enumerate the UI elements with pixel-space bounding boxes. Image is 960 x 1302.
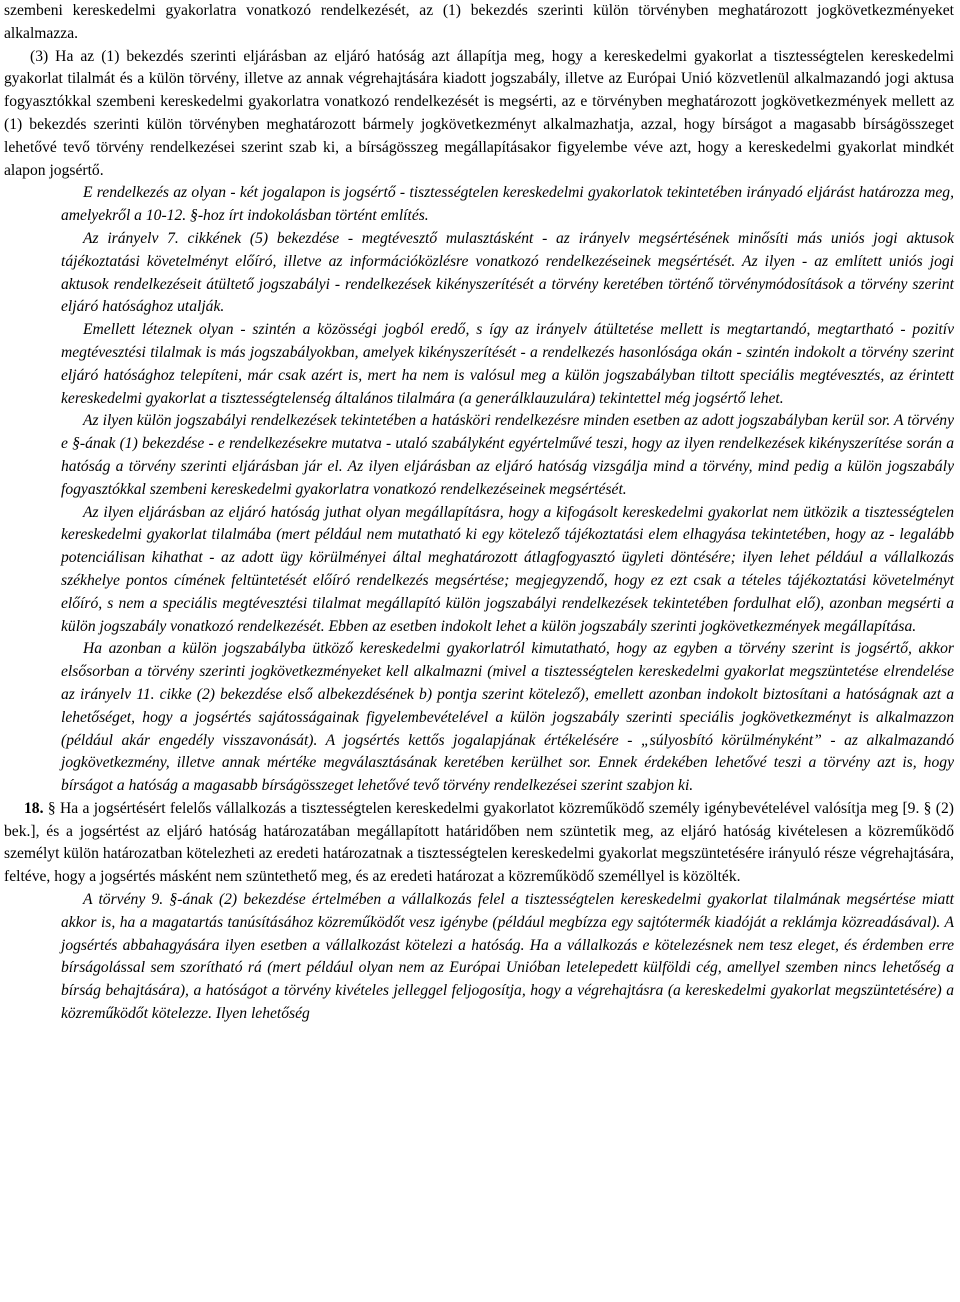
paragraph-continuation: szembeni kereskedelmi gyakorlatra vonatkozó rendelkezését, az (1) bekezdés szerinti külön törvényben meghatározott jogkövetkezményeket alkalmazza. <box>4 2 954 42</box>
commentary-paragraph-5: Az ilyen eljárásban az eljáró hatóság juthat olyan megállapításra, hogy a kifogásolt kereskedelmi gyakorlat nem ütközik a tisztességtelen kereskedelmi gyakorlat tilalmába (mert például nem mutatható ki egy kötelező tájékoztatási elem elhagyása tekintetében, hogy az - legalább potenciálisan kihathat - az adott ügy körülményei által meghatározott átlagfogyasztó ügyleti döntésére; ilyen lehet például a vállalkozás székhelye pontos címének feltüntetését előíró rendelkezés megsértése; megjegyzendő, hogy ez ezt csak a tételes tájékoztatási követelményt előíró, s nem a speciális megtévesztési tilalmat megállapító külön jogszabályi rendelkezések tekintetében fordulhat elő), azonban megsérti a külön jogszabály vonatkozó rendelkezését. Ebben az esetben indokolt lehet a külön jogszabály szerinti jogkövetkezmények megállapítása. <box>61 503 954 635</box>
commentary-paragraph-6: Ha azonban a külön jogszabályba ütköző kereskedelmi gyakorlatról kimutatható, hogy az egyben a törvény szerint is jogsértő, akkor elsősorban a törvény szerinti jogkövetkezményeket kell alkalmazni (mivel a tisztességtelen kereskedelmi gyakorlat megszüntetése elrendelése az irányelv 11. cikke (2) bekezdése első albekezdésének b) pontja szerint kötelező), emellett azonban indokolt biztosítani a hatóságnak azt a lehetőséget, hogy a jogsértés sajátosságainak figyelembevételével a külön jogszabály szerinti speciális jogkövetkezményt is alkalmazzon (például akár engedély visszavonását). A jogsértés kettős jogalapjának értékelésére - „súlyosbító körülményként” - az alkalmazandó jogkövetkezmény, illetve annak mértéke megválasztásának keretében kerülhet sor. Ennek érdekében lehetővé teszi a törvény azt is, hogy bírságot a hatóság a magasabb bírságösszeget lehetővé tevő törvény rendelkezései szerint szabjon ki. <box>61 640 954 795</box>
paragraph-section-3: (3) Ha az (1) bekezdés szerinti eljárásban az eljáró hatóság azt állapítja meg, hogy a kereskedelmi gyakorlat a tisztességtelen kereskedelmi gyakorlat tilalmát és a külön törvény, illetve az annak végrehajtására kiadott jogszabály, illetve az Európai Unió közvetlenül alkalmazandó jogi aktusa fogyasztókkal szembeni kereskedelmi gyakorlatra vonatkozó rendelkezését is megsérti, az e törvényben meghatározott jogkövetkezmények mellett az (1) bekezdés szerinti külön törvényben meghatározott bármely jogkövetkezményt alkalmazhatja, azzal, hogy bírságot a magasabb bírságösszeget lehetővé tevő törvény rendelkezései szerint szab ki, a bírságösszeg megállapításakor figyelembe véve azt, hogy a kereskedelmi gyakorlat mindkét alapon jogsértő. <box>4 47 954 179</box>
commentary-paragraph-7: A törvény 9. §-ának (2) bekezdése értelmében a vállalkozás felel a tisztességtelen kereskedelmi gyakorlat tilalmának megsértése miatt akkor is, ha a magatartás tanúsításához közreműködőt vesz igénybe (például megbízza egy sajtótermék kiadóját a reklámja közreadásával). A jogsértés abbahagyására ilyen esetben a vállalkozást kötelezi a hatóság. Ha a vállalkozás e kötelezésnek nem tesz eleget, és érdemben erre bírságolással sem szorítható rá (mert például olyan nem az Európai Unióban letelepedett külföldi cég, amellyel szemben nincs lehetőség a bírság behajtására), a hatóságot a törvény kivételes jelleggel feljogosítja, hogy a végrehajtásra (a kereskedelmi gyakorlat megszüntetésére) a közreműködőt kötelezze. Ilyen lehetőség <box>61 891 954 1023</box>
section-18 <box>4 798 954 889</box>
section-18-text: § Ha a jogsértésért felelős vállalkozás a tisztességtelen kereskedelmi gyakorlatot közreműködő személy igénybevételével valósítja meg [9. § (2) bek.], és a jogsértést az eljáró hatóság határozatában megállapított határidőben nem szüntetik meg, az eljáró hatóság kivételesen a közreműködő személyt külön határozatban kötelezheti az eredeti határozatnak a tisztességtelen kereskedelmi gyakorlat megszüntetésére irányuló része végrehajtására, feltéve, hogy a jogsértés másként nem szüntethető meg, és az eredeti határozat a közreműködő személlyel is közölték. <box>4 799 954 886</box>
commentary-paragraph-3: Emellett léteznek olyan - szintén a közösségi jogból eredő, s így az irányelv átültetése mellett is megtartandó, megtartható - pozitív megtévesztési tilalmak is más jogszabályokban, amelyek kikényszerítését - a rendelkezés hasonlósága okán - szintén indokolt a törvény szerint eljáró hatósághoz telepíteni, már csak azért is, mert ha nem is valósul meg a külön jogszabályban tiltott speciális megtévesztés, az érintett kereskedelmi gyakorlat a tisztességtelenség általános tilalmára (a generálklauzulára) tekintettel még jogsértő lehet. <box>61 321 954 407</box>
section-number: 18. <box>24 799 44 817</box>
commentary-paragraph-1: E rendelkezés az olyan - két jogalapon is jogsértő - tisztességtelen kereskedelmi gyakorlatok tekintetében irányadó eljárást határozza meg, amelyekről a 10-12. §-hoz írt indokolásban történt említés. <box>61 184 954 225</box>
commentary-paragraph-4: Az ilyen külön jogszabályi rendelkezések tekintetében a hatásköri rendelkezésre minden esetben az adott jogszabályban kerül sor. A törvény e §-ának (1) bekezdése - e rendelkezésekre mutatva - utaló szabályként egyértelművé teszi, hogy az ilyen rendelkezések kikényszerítése során a hatóság a törvény szerinti eljárásban jár el. Az ilyen eljárásban az eljáró hatóság vizsgálja mind a törvény, mind pedig a külön jogszabály fogyasztókkal szembeni kereskedelmi gyakorlatra vonatkozó rendelkezéseinek megsértését. <box>61 412 954 498</box>
commentary-paragraph-2: Az irányelv 7. cikkének (5) bekezdése - megtévesztő mulasztásként - az irányelv megsértésének minősíti más uniós jogi aktusok tájékoztatási követelményt előíró, illetve az információközlésre vonatkozó rendelkezéseinek megsértését. Az ilyen - az említett uniós jogi aktusok rendelkezéseit átültető jogszabályi - rendelkezések kikényszerítését a törvény keretében történő törvénymódosítások a törvény szerint eljáró hatósághoz utalják. <box>61 229 954 316</box>
